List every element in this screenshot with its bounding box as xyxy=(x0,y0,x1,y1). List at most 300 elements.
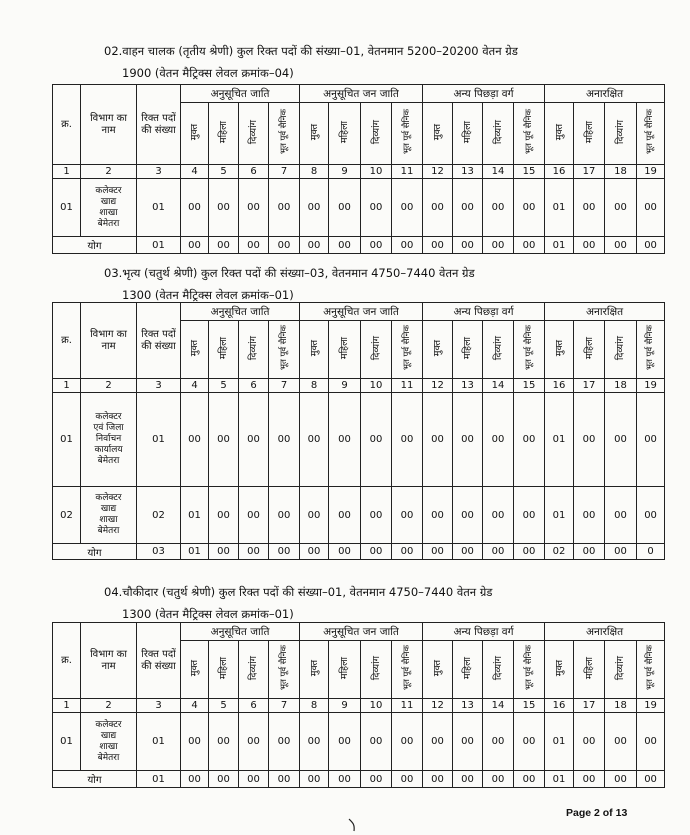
department-header: विभाग का नाम xyxy=(81,623,137,699)
column-number: 10 xyxy=(361,699,392,713)
total-value-cell: 00 xyxy=(392,771,423,788)
total-value-cell: 01 xyxy=(545,237,574,254)
vacancy-table xyxy=(52,84,665,254)
subcategory-header xyxy=(392,103,423,165)
subcategory-label: मुक्त xyxy=(308,123,320,141)
subcategory-header xyxy=(269,103,300,165)
total-value-cell: 00 xyxy=(483,544,514,560)
column-number: 10 xyxy=(361,379,392,393)
column-number: 9 xyxy=(329,165,361,179)
subcategory-header xyxy=(269,321,300,379)
vacancy-table xyxy=(52,622,665,788)
subcategory-label: दिव्यांग xyxy=(492,335,504,361)
vacant-count-cell: 01 xyxy=(137,179,181,237)
value-cell: 00 xyxy=(209,713,239,771)
column-number: 12 xyxy=(423,165,453,179)
table-row xyxy=(53,179,665,237)
vacant-posts-header: रिक्त पदों की संख्या xyxy=(137,623,181,699)
subcategory-header xyxy=(392,641,423,699)
column-number: 2 xyxy=(81,379,137,393)
subcategory-header xyxy=(574,103,605,165)
total-value-cell: 00 xyxy=(483,237,514,254)
subcategory-header xyxy=(361,321,392,379)
subcategory-label: भूत पूर्व सैनिक xyxy=(523,645,534,691)
total-value-cell: 00 xyxy=(514,544,545,560)
value-cell: 00 xyxy=(423,393,453,487)
column-number: 3 xyxy=(137,379,181,393)
total-value-cell: 00 xyxy=(239,237,269,254)
total-value-cell: 00 xyxy=(361,544,392,560)
column-number: 1 xyxy=(53,165,81,179)
value-cell: 00 xyxy=(361,393,392,487)
column-number: 19 xyxy=(637,165,665,179)
total-value-cell: 00 xyxy=(574,544,605,560)
value-cell: 00 xyxy=(423,713,453,771)
column-number: 8 xyxy=(300,699,329,713)
value-cell: 00 xyxy=(181,713,209,771)
subcategory-header xyxy=(300,321,329,379)
column-number: 6 xyxy=(239,699,269,713)
value-cell: 00 xyxy=(181,393,209,487)
column-number: 17 xyxy=(574,379,605,393)
subcategory-label: भूत पूर्व सैनिक xyxy=(645,109,656,155)
serial-cell: 01 xyxy=(53,393,81,487)
total-vacant-cell: 01 xyxy=(137,771,181,788)
subcategory-label: महिला xyxy=(218,120,229,144)
column-number: 7 xyxy=(269,379,300,393)
value-cell: 00 xyxy=(239,179,269,237)
column-number: 16 xyxy=(545,699,574,713)
value-cell: 00 xyxy=(423,487,453,544)
subcategory-header xyxy=(181,103,209,165)
department-cell: कलेक्टर खाद्य शाखा बेमेतरा xyxy=(81,487,137,544)
column-number: 15 xyxy=(514,165,545,179)
column-number: 10 xyxy=(361,165,392,179)
subcategory-header xyxy=(209,641,239,699)
subcategory-label: मुक्त xyxy=(553,659,565,677)
value-cell: 00 xyxy=(239,393,269,487)
total-value-cell: 00 xyxy=(453,544,483,560)
value-cell: 01 xyxy=(545,713,574,771)
column-number: 1 xyxy=(53,379,81,393)
subcategory-label: भूत पूर्व सैनिक xyxy=(523,109,534,155)
section-title-line1: 04.चौकीदार (चतुर्थ श्रेणी) कुल रिक्त पदों की संख्या–01, वेतनमान 4750–7440 वेतन ग्रेड xyxy=(104,585,493,599)
subcategory-header xyxy=(545,321,574,379)
value-cell: 00 xyxy=(269,487,300,544)
total-value-cell: 00 xyxy=(329,771,361,788)
value-cell: 00 xyxy=(392,393,423,487)
value-cell: 00 xyxy=(361,713,392,771)
subcategory-header xyxy=(239,641,269,699)
subcategory-label: भूत पूर्व सैनिक xyxy=(401,325,412,371)
value-cell: 01 xyxy=(545,393,574,487)
subcategory-label: मुक्त xyxy=(553,123,565,141)
total-value-cell: 00 xyxy=(423,771,453,788)
value-cell: 00 xyxy=(392,179,423,237)
serial-cell: 02 xyxy=(53,487,81,544)
value-cell: 00 xyxy=(453,179,483,237)
total-value-cell: 00 xyxy=(269,237,300,254)
department-cell: कलेक्टर खाद्य शाखा बेमेतरा xyxy=(81,713,137,771)
subcategory-header xyxy=(574,641,605,699)
section-title-line2: 1300 (वेतन मैट्रिक्स लेवल क्रमांक–01) xyxy=(122,288,294,302)
value-cell: 00 xyxy=(514,179,545,237)
subcategory-header xyxy=(361,641,392,699)
department-cell: कलेक्टर एवं जिला निर्वाचन कार्यालय बेमेतरा xyxy=(81,393,137,487)
subcategory-label: भूत पूर्व सैनिक xyxy=(278,109,289,155)
subcategory-label: भूत पूर्व सैनिक xyxy=(523,325,534,371)
total-value-cell: 00 xyxy=(181,771,209,788)
subcategory-header xyxy=(329,321,361,379)
department-header: विभाग का नाम xyxy=(81,303,137,379)
value-cell: 00 xyxy=(574,179,605,237)
column-number: 8 xyxy=(300,379,329,393)
subcategory-header xyxy=(545,103,574,165)
value-cell: 00 xyxy=(637,179,665,237)
total-value-cell: 00 xyxy=(453,237,483,254)
total-value-cell: 00 xyxy=(605,771,637,788)
total-value-cell: 00 xyxy=(637,237,665,254)
subcategory-header xyxy=(181,641,209,699)
section-title xyxy=(104,40,518,84)
serial-cell: 01 xyxy=(53,179,81,237)
category-group-header: अनारक्षित xyxy=(545,623,665,641)
total-value-cell: 00 xyxy=(605,237,637,254)
category-group-header: अन्य पिछड़ा वर्ग xyxy=(423,85,545,103)
column-number: 12 xyxy=(423,699,453,713)
column-number: 13 xyxy=(453,165,483,179)
column-number: 13 xyxy=(453,699,483,713)
column-number: 3 xyxy=(137,699,181,713)
subcategory-label: दिव्यांग xyxy=(492,119,504,145)
value-cell: 00 xyxy=(209,393,239,487)
total-value-cell: 00 xyxy=(483,771,514,788)
subcategory-label: मुक्त xyxy=(432,123,444,141)
section-title-line1: 02.वाहन चालक (तृतीय श्रेणी) कुल रिक्त पदों की संख्या–01, वेतनमान 5200–20200 वेतन ग्रेड xyxy=(104,44,518,58)
subcategory-header xyxy=(637,641,665,699)
section-title xyxy=(104,581,492,625)
value-cell: 00 xyxy=(300,393,329,487)
subcategory-label: महिला xyxy=(583,336,595,360)
total-value-cell: 00 xyxy=(423,237,453,254)
column-number: 6 xyxy=(239,165,269,179)
total-value-cell: 00 xyxy=(574,237,605,254)
subcategory-header xyxy=(361,103,392,165)
total-value-cell: 00 xyxy=(514,771,545,788)
column-number: 6 xyxy=(239,379,269,393)
value-cell: 00 xyxy=(239,713,269,771)
total-value-cell: 00 xyxy=(574,771,605,788)
subcategory-label: दिव्यांग xyxy=(370,335,382,361)
column-number: 13 xyxy=(453,379,483,393)
subcategory-header xyxy=(453,641,483,699)
subcategory-label: भूत पूर्व सैनिक xyxy=(278,325,289,371)
column-number: 15 xyxy=(514,699,545,713)
value-cell: 00 xyxy=(209,487,239,544)
value-cell: 00 xyxy=(209,179,239,237)
total-value-cell: 00 xyxy=(605,544,637,560)
column-number: 11 xyxy=(392,379,423,393)
value-cell: 00 xyxy=(239,487,269,544)
column-number: 4 xyxy=(181,165,209,179)
department-header: विभाग का नाम xyxy=(81,85,137,165)
subcategory-label: दिव्यांग xyxy=(370,655,382,681)
column-number: 16 xyxy=(545,379,574,393)
column-number: 14 xyxy=(483,699,514,713)
value-cell: 00 xyxy=(361,179,392,237)
value-cell: 00 xyxy=(453,393,483,487)
subcategory-label: भूत पूर्व सैनिक xyxy=(401,109,412,155)
total-value-cell: 00 xyxy=(209,237,239,254)
subcategory-header xyxy=(423,103,453,165)
subcategory-label: मुक्त xyxy=(432,339,444,357)
category-group-header: अन्य पिछड़ा वर्ग xyxy=(423,623,545,641)
header-row xyxy=(53,303,665,321)
subcategory-label: महिला xyxy=(462,120,474,144)
value-cell: 00 xyxy=(329,179,361,237)
value-cell: 00 xyxy=(453,713,483,771)
subcategory-header xyxy=(637,103,665,165)
vacant-posts-header: रिक्त पदों की संख्या xyxy=(137,303,181,379)
serial-header: क्र. xyxy=(53,85,81,165)
subcategory-header xyxy=(605,321,637,379)
total-row xyxy=(53,771,665,788)
vacant-posts-header: रिक्त पदों की संख्या xyxy=(137,85,181,165)
value-cell: 00 xyxy=(483,487,514,544)
value-cell: 00 xyxy=(392,713,423,771)
subcategory-label: मुक्त xyxy=(553,339,565,357)
total-value-cell: 00 xyxy=(361,771,392,788)
column-number-row xyxy=(53,379,665,393)
subcategory-label: दिव्यांग xyxy=(615,335,627,361)
header-row xyxy=(53,623,665,641)
subcategory-label: महिला xyxy=(339,336,350,360)
value-cell: 00 xyxy=(637,713,665,771)
column-number: 15 xyxy=(514,379,545,393)
column-number: 18 xyxy=(605,165,637,179)
value-cell: 01 xyxy=(545,179,574,237)
value-cell: 00 xyxy=(329,487,361,544)
value-cell: 00 xyxy=(637,487,665,544)
total-value-cell: 00 xyxy=(269,544,300,560)
column-number: 18 xyxy=(605,699,637,713)
category-group-header: अनुसूचित जाति xyxy=(181,303,300,321)
value-cell: 00 xyxy=(514,713,545,771)
total-value-cell: 01 xyxy=(181,544,209,560)
value-cell: 00 xyxy=(423,179,453,237)
subcategory-header xyxy=(483,321,514,379)
total-value-cell: 00 xyxy=(300,771,329,788)
subcategory-label: भूत पूर्व सैनिक xyxy=(645,645,656,691)
subcategory-header xyxy=(209,103,239,165)
subcategory-header xyxy=(545,641,574,699)
subcategory-label: भूत पूर्व सैनिक xyxy=(278,645,289,691)
pen-mark-icon xyxy=(346,818,360,832)
subcategory-header xyxy=(209,321,239,379)
column-number: 9 xyxy=(329,699,361,713)
column-number: 14 xyxy=(483,379,514,393)
total-value-cell: 00 xyxy=(269,771,300,788)
subcategory-label: महिला xyxy=(583,656,595,680)
total-value-cell: 00 xyxy=(329,544,361,560)
category-group-header: अनुसूचित जाति xyxy=(181,623,300,641)
section-title-line2: 1300 (वेतन मैट्रिक्स लेवल क्रमांक–01) xyxy=(122,607,294,621)
subcategory-label: दिव्यांग xyxy=(248,335,259,361)
total-vacant-cell: 01 xyxy=(137,237,181,254)
column-number: 14 xyxy=(483,165,514,179)
subcategory-label: दिव्यांग xyxy=(492,655,504,681)
total-value-cell: 00 xyxy=(329,237,361,254)
value-cell: 00 xyxy=(181,179,209,237)
column-number-row xyxy=(53,165,665,179)
column-number: 12 xyxy=(423,379,453,393)
total-row xyxy=(53,544,665,560)
table-row xyxy=(53,487,665,544)
total-value-cell: 00 xyxy=(361,237,392,254)
column-number: 5 xyxy=(209,699,239,713)
header-row xyxy=(53,85,665,103)
total-value-cell: 0 xyxy=(637,544,665,560)
value-cell: 00 xyxy=(329,393,361,487)
category-group-header: अनारक्षित xyxy=(545,85,665,103)
value-cell: 00 xyxy=(269,393,300,487)
subcategory-header xyxy=(514,641,545,699)
value-cell: 01 xyxy=(545,487,574,544)
total-value-cell: 00 xyxy=(423,544,453,560)
value-cell: 00 xyxy=(605,487,637,544)
subcategory-label: महिला xyxy=(462,656,474,680)
vacant-count-cell: 01 xyxy=(137,713,181,771)
value-cell: 00 xyxy=(392,487,423,544)
section-title xyxy=(104,262,475,306)
subcategory-header xyxy=(514,103,545,165)
total-value-cell: 00 xyxy=(239,544,269,560)
total-label: योग xyxy=(53,237,137,254)
vacancy-table xyxy=(52,302,665,560)
subcategory-header xyxy=(605,641,637,699)
total-value-cell: 02 xyxy=(545,544,574,560)
subcategory-header xyxy=(514,321,545,379)
section-title-line2: 1900 (वेतन मैट्रिक्स लेवल क्रमांक–04) xyxy=(122,66,294,80)
department-cell: कलेक्टर खाद्य शाखा बेमेतरा xyxy=(81,179,137,237)
total-label: योग xyxy=(53,544,137,560)
value-cell: 00 xyxy=(269,713,300,771)
serial-header: क्र. xyxy=(53,623,81,699)
subcategory-label: दिव्यांग xyxy=(615,119,627,145)
category-group-header: अन्य पिछड़ा वर्ग xyxy=(423,303,545,321)
subcategory-label: महिला xyxy=(462,336,474,360)
column-number: 1 xyxy=(53,699,81,713)
total-vacant-cell: 03 xyxy=(137,544,181,560)
column-number: 18 xyxy=(605,379,637,393)
serial-header: क्र. xyxy=(53,303,81,379)
subcategory-header xyxy=(300,641,329,699)
subcategory-label: भूत पूर्व सैनिक xyxy=(401,645,412,691)
value-cell: 00 xyxy=(453,487,483,544)
total-value-cell: 00 xyxy=(514,237,545,254)
column-number-row xyxy=(53,699,665,713)
column-number: 11 xyxy=(392,165,423,179)
total-value-cell: 00 xyxy=(181,237,209,254)
subcategory-label: दिव्यांग xyxy=(248,119,259,145)
total-value-cell: 01 xyxy=(545,771,574,788)
subcategory-header xyxy=(300,103,329,165)
value-cell: 00 xyxy=(605,179,637,237)
subcategory-header xyxy=(483,641,514,699)
total-value-cell: 00 xyxy=(453,771,483,788)
total-value-cell: 00 xyxy=(637,771,665,788)
subcategory-label: दिव्यांग xyxy=(248,655,259,681)
column-number: 16 xyxy=(545,165,574,179)
column-number: 17 xyxy=(574,699,605,713)
serial-cell: 01 xyxy=(53,713,81,771)
value-cell: 00 xyxy=(574,713,605,771)
subcategory-header xyxy=(453,103,483,165)
subcategory-header xyxy=(574,321,605,379)
subcategory-label: दिव्यांग xyxy=(615,655,627,681)
category-group-header: अनारक्षित xyxy=(545,303,665,321)
value-cell: 00 xyxy=(574,487,605,544)
column-number: 2 xyxy=(81,699,137,713)
column-number: 5 xyxy=(209,379,239,393)
column-number: 9 xyxy=(329,379,361,393)
category-group-header: अनुसूचित जन जाति xyxy=(300,85,423,103)
subcategory-header xyxy=(269,641,300,699)
subcategory-label: मुक्त xyxy=(308,659,320,677)
value-cell: 00 xyxy=(300,487,329,544)
value-cell: 00 xyxy=(514,487,545,544)
category-group-header: अनुसूचित जन जाति xyxy=(300,623,423,641)
column-number: 4 xyxy=(181,699,209,713)
column-number: 7 xyxy=(269,165,300,179)
subcategory-label: मुक्त xyxy=(308,339,320,357)
total-row xyxy=(53,237,665,254)
total-value-cell: 00 xyxy=(300,544,329,560)
column-number: 3 xyxy=(137,165,181,179)
total-label: योग xyxy=(53,771,137,788)
value-cell: 00 xyxy=(637,393,665,487)
subcategory-label: महिला xyxy=(339,120,350,144)
total-value-cell: 00 xyxy=(392,544,423,560)
category-group-header: अनुसूचित जन जाति xyxy=(300,303,423,321)
vacant-count-cell: 01 xyxy=(137,393,181,487)
page-number: Page 2 of 13 xyxy=(566,807,628,819)
value-cell: 00 xyxy=(269,179,300,237)
subcategory-header xyxy=(181,321,209,379)
total-value-cell: 00 xyxy=(239,771,269,788)
subcategory-label: भूत पूर्व सैनिक xyxy=(645,325,656,371)
subcategory-label: मुक्त xyxy=(189,123,200,141)
subcategory-header xyxy=(239,321,269,379)
total-value-cell: 00 xyxy=(300,237,329,254)
column-number: 19 xyxy=(637,379,665,393)
subcategory-header xyxy=(423,641,453,699)
value-cell: 00 xyxy=(483,713,514,771)
value-cell: 00 xyxy=(605,713,637,771)
section-title-line1: 03.भृत्य (चतुर्थ श्रेणी) कुल रिक्त पदों की संख्या–03, वेतनमान 4750–7440 वेतन ग्रेड xyxy=(104,266,475,280)
subcategory-label: महिला xyxy=(339,656,350,680)
total-value-cell: 00 xyxy=(209,544,239,560)
subcategory-header xyxy=(329,103,361,165)
column-number: 4 xyxy=(181,379,209,393)
subcategory-header xyxy=(605,103,637,165)
column-number: 17 xyxy=(574,165,605,179)
subcategory-label: महिला xyxy=(218,656,229,680)
subcategory-label: महिला xyxy=(583,120,595,144)
column-number: 11 xyxy=(392,699,423,713)
value-cell: 00 xyxy=(514,393,545,487)
column-number: 19 xyxy=(637,699,665,713)
